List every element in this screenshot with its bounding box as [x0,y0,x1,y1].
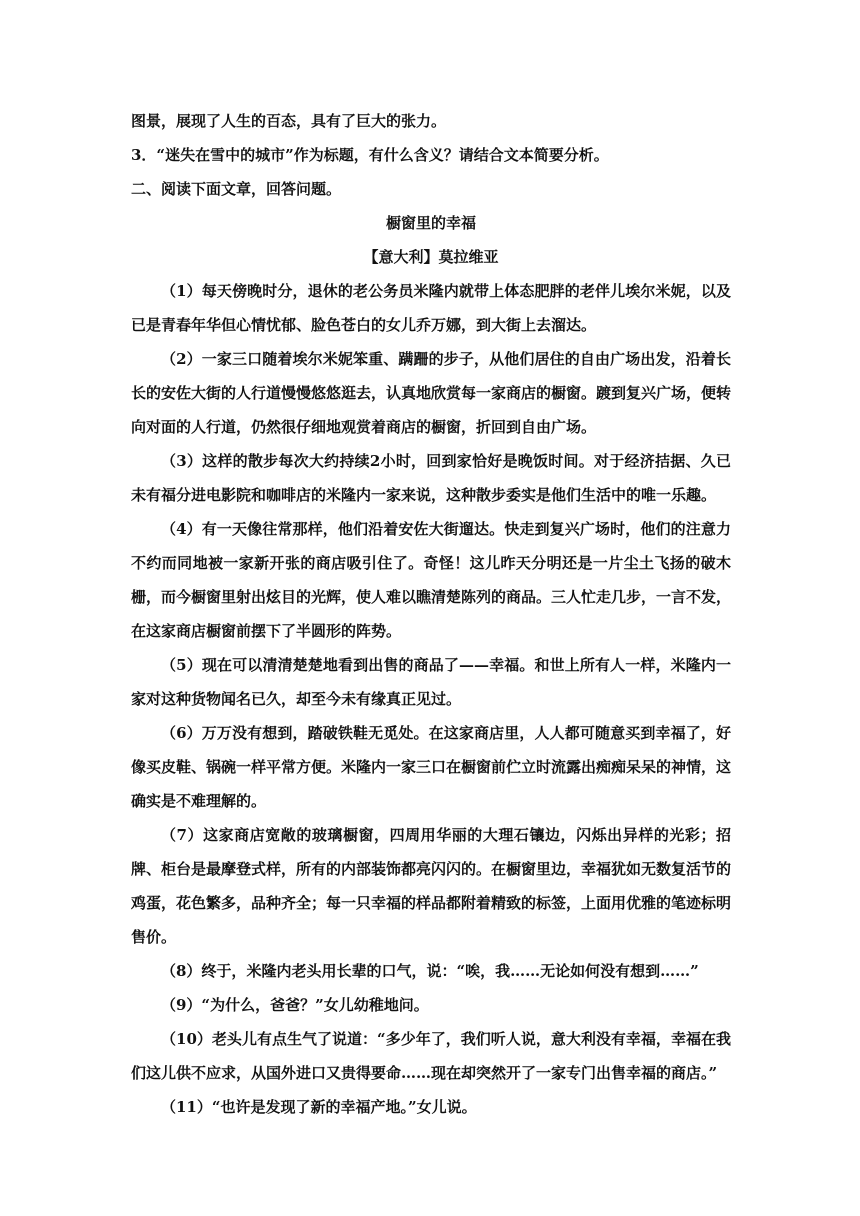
paragraph-2: （2）一家三口随着埃尔米妮笨重、蹒跚的步子，从他们居住的自由广场出发，沿着长长的安佐大街的人行道慢慢悠悠逛去，认真地欣赏每一家商店的橱窗。踱到复兴广场，便转向对面的人行道，仍然很仔细地观赏着商店的橱窗，折回到自由广场。 [131,350,732,436]
intro-line-1: 图景，展现了人生的百态，具有了巨大的张力。 [131,112,447,130]
document-body [131,104,731,1124]
paragraph-11: （11）“也许是发现了新的幸福产地。”女儿说。 [161,1098,477,1116]
paragraph-8: （8）终于，米隆内老头用长辈的口气，说：“唉，我……无论如何没有想到……” [161,962,699,980]
paragraph-3: （3）这样的散步每次大约持续2小时，回到家恰好是晚饭时间。对于经济拮据、久已未有福分进电影院和咖啡店的米隆内一家来说，这种散步委实是他们生活中的唯一乐趣。 [131,452,731,504]
paragraph-5: （5）现在可以清清楚楚地看到出售的商品了——幸福。和世上所有人一样，米隆内一家对这种货物闻名已久，却至今未有缘真正见过。 [131,656,731,708]
article-title: 橱窗里的幸福 [385,214,476,232]
section-heading: 二、阅读下面文章，回答问题。 [131,180,342,198]
paragraph-10: （10）老头儿有点生气了说道：“多少年了，我们听人说，意大利没有幸福，幸福在我们这儿供不应求，从国外进口又贵得要命……现在却突然开了一家专门出售幸福的商店。” [131,1030,731,1082]
question-3: 3．“迷失在雪中的城市”作为标题，有什么含义？请结合文本简要分析。 [131,146,609,164]
paragraph-4: （4）有一天像往常那样，他们沿着安佐大街遛达。快走到复兴广场时，他们的注意力不约而同地被一家新开张的商店吸引住了。奇怪！这儿昨天分明还是一片尘土飞扬的破木栅，而今橱窗里射出炫目的光辉，使人难以瞧清楚陈列的商品。三人忙走几步，一言不发，在这家商店橱窗前摆下了半圆形的阵势。 [131,520,732,640]
paragraph-6: （6）万万没有想到，踏破铁鞋无觅处。在这家商店里，人人都可随意买到幸福了，好像买皮鞋、锅碗一样平常方便。米隆内一家三口在橱窗前伫立时流露出痴痴呆呆的神情，这确实是不难理解的。 [131,724,732,810]
paragraph-1: （1）每天傍晚时分，退休的老公务员米隆内就带上体态肥胖的老伴儿埃尔米妮，以及已是青春年华但心情忧郁、脸色苍白的女儿乔万娜，到大街上去溜达。 [131,282,731,334]
paragraph-7: （7）这家商店宽敞的玻璃橱窗，四周用华丽的大理石镶边，闪烁出异样的光彩；招牌、柜台是最摩登式样，所有的内部装饰都亮闪闪的。在橱窗里边，幸福犹如无数复活节的鸡蛋，花色繁多，品种齐全；每一只幸福的样品都附着精致的标签，上面用优雅的笔迹标明售价。 [131,826,732,946]
article-author: 【意大利】莫拉维亚 [363,248,499,266]
paragraph-9: （9）“为什么，爸爸？”女儿幼稚地问。 [161,996,429,1014]
